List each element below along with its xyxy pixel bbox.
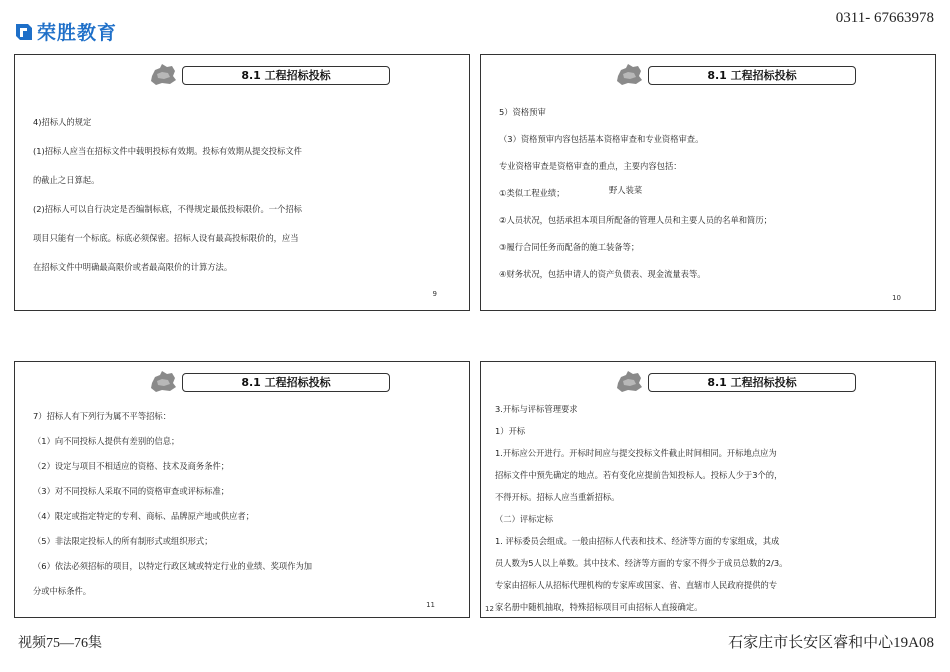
map-silhouette-icon: [614, 369, 644, 394]
text-line: 项目只能有一个标底。标底必须保密。招标人设有最高投标限价的，应当: [33, 233, 299, 243]
text-line: ②人员状况，包括承担本项目所配备的管理人员和主要人员的名单和简历；: [499, 215, 772, 225]
text-line: 招标文件中预先确定的地点。若有变化应提前告知投标人。投标人少于3个的，: [495, 470, 783, 480]
page-number: 9: [432, 290, 437, 298]
text-line: 1.开标应公开进行。开标时间应与提交投标文件截止时间相同。开标地点应为: [495, 448, 777, 458]
brand-logo: [14, 18, 117, 45]
text-line: 不得开标。招标人应当重新招标。: [495, 492, 620, 502]
slide-title: 8.1 工程招标投标: [182, 66, 390, 85]
slide-9: [14, 54, 470, 311]
text-line: ③履行合同任务而配备的施工装备等；: [499, 242, 640, 252]
text-line: 专业资格审查是资格审查的重点，主要内容包括：: [499, 161, 682, 171]
logo-icon: [14, 22, 34, 42]
text-line: 的截止之日算起。: [33, 175, 100, 185]
slide-10: [480, 54, 936, 311]
annotation-text: 野人装菜: [609, 185, 643, 195]
text-line: （2）设定与项目不相适应的资格、技术及商务条件；: [33, 461, 230, 471]
slide-body: [499, 106, 921, 280]
text-line: ④财务状况，包括申请人的资产负债表、现金流量表等。: [499, 269, 706, 279]
map-silhouette-icon: [148, 369, 178, 394]
slide-title: 8.1 工程招标投标: [648, 66, 856, 85]
text-line: 家名册中随机抽取，特殊招标项目可由招标人直接确定。: [495, 602, 703, 612]
slide-title: 8.1 工程招标投标: [648, 373, 856, 392]
slide-title: 8.1 工程招标投标: [182, 373, 390, 392]
text-line: 专家由招标人从招标代理机构的专家库或国家、省、直辖市人民政府提供的专: [495, 580, 778, 590]
text-line: 5）资格预审: [499, 107, 546, 117]
footer-video-range: 视频75—76集: [18, 636, 102, 651]
text-line: 员人数为5人以上单数。其中技术、经济等方面的专家不得少于成员总数的2/3。: [495, 558, 788, 568]
page-number: 10: [892, 294, 901, 302]
text-line: 3.开标与评标管理要求: [495, 404, 578, 414]
map-silhouette-icon: [614, 62, 644, 87]
text-line: （二）评标定标: [495, 514, 554, 524]
text-line: （6）依法必须招标的项目，以特定行政区域或特定行业的业绩、奖项作为加: [33, 561, 313, 571]
slide-12: [480, 361, 936, 618]
slide-body: [495, 403, 921, 613]
slide-body: [33, 116, 455, 273]
page-number: 11: [426, 601, 435, 609]
map-silhouette-icon: [148, 62, 178, 87]
text-line: （3）对不同投标人采取不同的资格审查或评标标准；: [33, 486, 230, 496]
slide-11: [14, 361, 470, 618]
text-line: （3）资格预审内容包括基本资格审查和专业资格审查。: [499, 134, 704, 144]
text-line: (2)招标人可以自行决定是否编制标底，不得规定最低投标限价。一个招标: [33, 204, 302, 214]
text-line: 4)招标人的规定: [33, 117, 92, 127]
text-line: (1)招标人应当在招标文件中载明投标有效期。投标有效期从提交投标文件: [33, 146, 302, 156]
page-number: 12: [485, 605, 494, 613]
slide-body: [33, 410, 455, 597]
text-line: 分或中标条件。: [33, 586, 92, 596]
text-line: ①类似工程业绩；: [499, 188, 565, 198]
text-line: （4）限定或指定特定的专利、商标、品牌原产地或供应者；: [33, 511, 254, 521]
text-line: （5）非法限定投标人的所有制形式或组织形式；: [33, 536, 213, 546]
text-line: 1. 评标委员会组成。一般由招标人代表和技术、经济等方面的专家组成，其成: [495, 536, 780, 546]
contact-phone: 0311- 67663978: [835, 10, 934, 26]
text-line: 1）开标: [495, 426, 526, 436]
text-line: （1）向不同投标人提供有差别的信息；: [33, 436, 180, 446]
text-line: 7）招标人有下列行为属不平等招标：: [33, 411, 172, 421]
logo-text: 荣胜教育: [37, 22, 118, 44]
footer-address: 石家庄市长安区睿和中心19A08: [728, 635, 934, 651]
text-line: 在招标文件中明确最高限价或者最高限价的计算方法。: [33, 262, 233, 272]
